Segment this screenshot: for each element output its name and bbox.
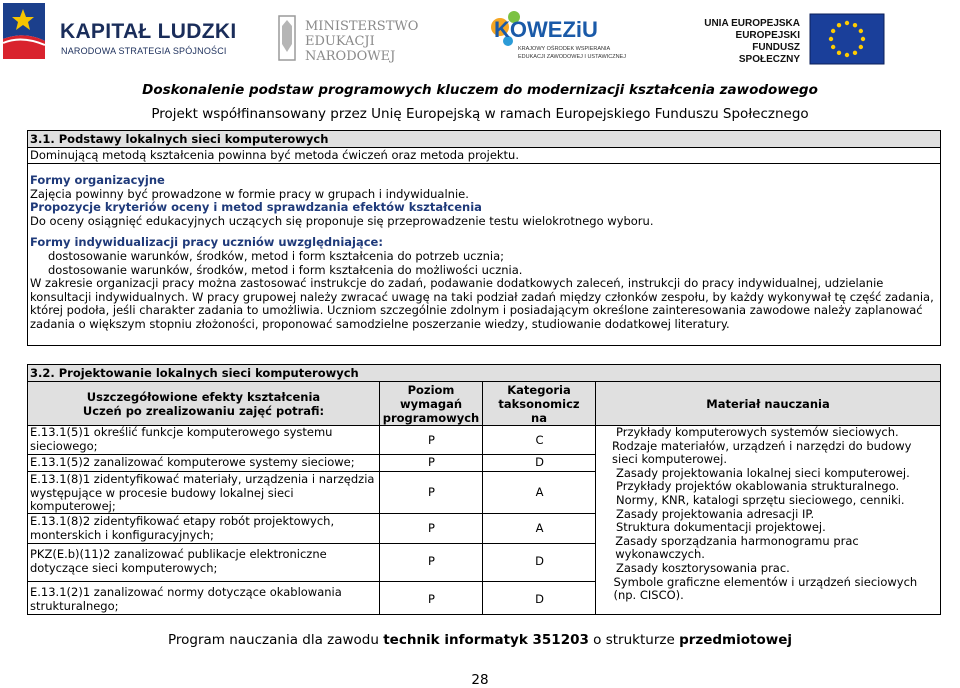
list-item [598,521,938,535]
material-text: Normy, KNR, katalogi sprzętu sieciowego, cenniki. [616,492,905,507]
eu-line2: EUROPEJSKI [735,30,800,41]
eu-star-icon [845,21,849,25]
criteria-text: Do oceny osiągnięć edukacyjnych uczących się proponuje się przeprowadzenie testu wielokrotnego wyboru. [30,213,654,228]
bullet-marker [598,440,612,467]
effect-cell: E.13.1(5)2 zanalizować komputerowe systemy sieciowe; [30,455,355,469]
eu-star-icon [831,45,835,49]
category-cell: D [535,554,544,568]
effect-cell: E.13.1(2)1 zanalizować normy dotyczące okablowania strukturalnego; [30,585,342,613]
bullet-marker [598,521,616,535]
table-row [28,514,596,544]
category-cell: D [535,455,544,469]
section-3-2 [27,364,941,615]
footer-program-info [0,632,960,648]
bullet-marker [598,508,616,522]
individualization-heading: Formy indywidualizacji pracy uczniów uwzględniające: [30,235,383,250]
list-item [598,535,938,562]
eu-star-icon [853,23,857,27]
list-item [598,480,938,494]
kowezu-line2: EDUKACJI ZAWODOWEJ I USTAWICZNEJ [518,54,626,60]
level-header-line1: Poziom [407,382,455,397]
section-3-1 [27,130,941,346]
eu-star-icon [853,51,857,55]
criteria-heading: Propozycje kryteriów oceny i metod sprawdzania efektów kształcenia [30,200,482,215]
table-row [28,582,596,614]
eu-line3: FUNDUSZ SPOŁECZNY [738,42,800,65]
level-header-line3: programowych [382,410,480,425]
eu-star-icon [837,51,841,55]
effects-header-line2: Uczeń po zrealizowaniu zajęć potrafi: [82,403,325,418]
bullet-marker [598,562,616,576]
table-row [28,426,596,455]
effect-cell: E.13.1(8)2 zidentyfikować etapy robót projektowych, monterskich i konfiguracyjnych; [30,514,335,542]
level-header [380,382,483,426]
teaching-methods: Dominującą metodą kształcenia powinna być metoda ćwiczeń oraz metoda projektu. [28,148,940,164]
bullet-marker [598,467,616,481]
eu-star-icon [859,45,863,49]
list-item [598,508,938,522]
eu-star-icon [861,37,865,41]
level-cell: P [428,521,435,535]
kowezu-logo [488,5,626,65]
level-cell: P [428,554,435,568]
table-row [28,455,596,472]
category-cell: D [535,592,544,606]
level-header-line2: wymagań [399,396,463,411]
list-item [30,264,938,278]
effects-header [28,382,380,426]
eu-star-icon [831,29,835,33]
level-cell: P [428,485,435,499]
footer-profession: technik informatyk 351203 [383,632,589,648]
bullet-marker [30,264,48,278]
ministry-line2: EDUKACJI [305,34,375,49]
list-item [598,494,938,508]
category-cell: A [535,485,544,499]
ministry-emblem-icon [276,14,298,62]
list-item [598,576,938,603]
section-3-2-title: 3.2. Projektowanie lokalnych sieci komputerowych [28,365,940,382]
bullet-marker [598,494,616,508]
eu-star-icon [837,23,841,27]
category-cell: C [535,433,544,447]
kapital-ludzki-title: KAPITAŁ LUDZKI [60,20,237,43]
section-3-1-body [30,165,938,332]
forms-text: Zajęcia powinny być prowadzone w formie pracy w grupach i indywidualnie. [30,186,469,201]
kapital-ludzki-logo-icon [3,3,45,59]
list-item [598,467,938,481]
material-text: Zasady projektowania lokalnej sieci komputerowej. [616,465,910,480]
material-text: Struktura dokumentacji projektowej. [616,520,826,535]
bullet-marker [598,480,616,494]
kapital-ludzki-subtitle: NARODOWA STRATEGIA SPÓJNOŚCI [61,46,227,56]
level-cell: P [428,455,435,469]
material-text: Przykłady projektów okablowania strukturalnego. [616,479,900,494]
eu-flag-icon [810,14,884,64]
bullet-marker [598,535,615,562]
material-text: Przykłady komputerowych systemów sieciowych. [616,425,899,439]
forms-heading: Formy organizacyjne [30,173,165,187]
effect-cell: PKZ(E.b)(11)2 zanalizować publikacje elektroniczne dotyczące sieci komputerowych; [30,547,327,575]
footer-structure: przedmiotowej [679,632,793,648]
eu-text [700,18,800,66]
material-text: Zasady sporządzania harmonogramu prac wykonawczych. [615,533,859,562]
kowezu-line1: KRAJOWY OŚRODEK WSPIERANIA [518,46,611,52]
organization-paragraph: W zakresie organizacji pracy można zastosować instrukcje do zadań, podawanie dodatkowych zaleceń, instrukcji do pracy indywidualnej, udzielanie konsultacji indywidualnych. W pracy grupowej należy zwracać uwagę na taki podział zadań między członków zespołu, by każdy wykonywał tę część zadania, której podoła, jeśli charakter zadania to umożliwia. Uczniom szczególnie zdolnym i posiadającym określone zainteresowania zawodowe należy zaplanować zadania o większym stopniu złożoności, proponować samodzielne poszerzanie wiedzy, studiowanie dodatkowej literatury. [30,276,934,331]
kowezu-name: KOWEZiU [494,17,598,42]
category-header-line1: Kategoria [507,382,571,397]
bullet-marker [598,576,613,603]
list-item [598,562,938,576]
footer-middle: o strukturze [588,632,680,648]
page-number: 28 [471,672,489,688]
list-item [598,426,938,440]
material-text: Zasady projektowania adresacji IP. [616,506,815,521]
bullet-text: dostosowanie warunków, środków, metod i form kształcenia do możliwości ucznia. [48,262,523,277]
table-row [28,472,596,514]
section-3-1-title: 3.1. Podstawy lokalnych sieci komputerowych [28,131,940,148]
eu-star-icon [859,29,863,33]
list-item [598,440,938,467]
eu-star-icon [829,37,833,41]
category-header [483,382,596,426]
bullet-marker [30,250,48,264]
level-cell: P [428,433,435,447]
eu-star-icon [845,53,849,57]
effect-cell: E.13.1(8)1 zidentyfikować materiały, urządzenia i narzędzia występujące w procesie budowy lokalnej sieci komputerowej; [30,472,375,514]
list-item [30,250,938,264]
material-text: Symbole graficzne elementów i urządzeń sieciowych (np. CISCO). [613,574,918,603]
bullet-text: dostosowanie warunków, środków, metod i form kształcenia do potrzeb ucznia; [48,248,505,263]
effects-header-line1: Uszczegółowione efekty kształcenia [86,389,321,404]
category-cell: A [535,521,544,535]
level-cell: P [428,592,435,606]
material-text: Rodzaje materiałów, urządzeń i narzędzi do budowy sieci komputerowej. [612,438,912,467]
document-title: Doskonalenie podstaw programowych kluczem do modernizacji kształcenia zawodowego [142,82,818,98]
materials-header: Materiał nauczania [596,382,940,426]
bullet-marker [598,426,616,440]
table-row [28,544,596,582]
materials-list [598,426,938,603]
material-text: Zasady kosztorysowania prac. [616,560,790,575]
category-header-line3: na [531,410,547,425]
footer-prefix: Program nauczania dla zawodu [167,632,384,648]
eu-line1: UNIA EUROPEJSKA [704,18,800,29]
ministry-line1: MINISTERSTWO [305,19,419,34]
category-header-line2: taksonomicz [498,396,580,411]
document-subtitle: Projekt współfinansowany przez Unię Europejską w ramach Europejskiego Funduszu Społecznego [151,106,809,122]
ministry-line3: NARODOWEJ [305,49,396,64]
ministry-name [305,19,418,64]
effect-cell: E.13.1(5)1 określić funkcje komputerowego systemu sieciowego; [30,425,333,453]
